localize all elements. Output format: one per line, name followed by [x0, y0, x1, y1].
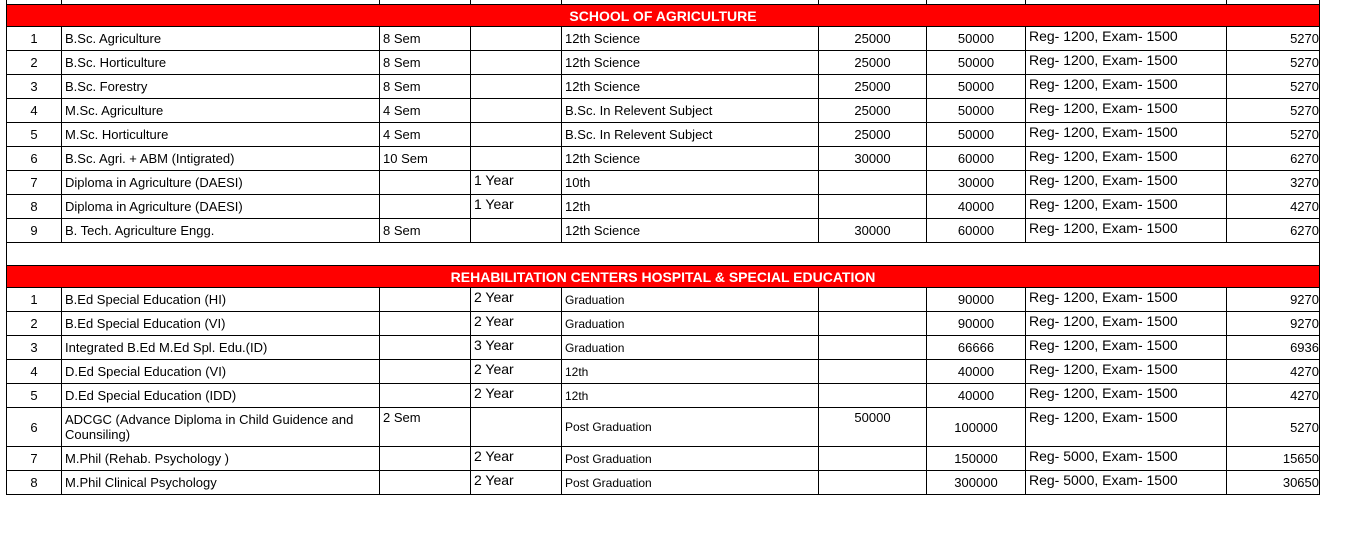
- course-name-cell: D.Ed Special Education (IDD): [62, 384, 380, 408]
- section-title: REHABILITATION CENTERS HOSPITAL & SPECIAL EDUCATION: [7, 266, 1320, 288]
- table-row: [7, 195, 1320, 219]
- course-name-cell: B.Ed Special Education (HI): [62, 288, 380, 312]
- eligibility-cell: B.Sc. In Relevent Subject: [562, 99, 819, 123]
- serial-number-cell: 2: [7, 312, 62, 336]
- serial-number-cell: 3: [7, 75, 62, 99]
- eligibility-cell: Post Graduation: [562, 447, 819, 471]
- eligibility-cell: 12th: [562, 195, 819, 219]
- registration-exam-fee-cell: Reg- 1200, Exam- 1500: [1026, 384, 1227, 408]
- fee-per-year-cell: 25000: [819, 27, 927, 51]
- table-row: [7, 312, 1320, 336]
- registration-exam-fee-cell: Reg- 1200, Exam- 1500: [1026, 408, 1227, 447]
- registration-exam-fee-cell: Reg- 1200, Exam- 1500: [1026, 195, 1227, 219]
- fee-per-year-cell: [819, 471, 927, 495]
- semester-cell: 4 Sem: [380, 99, 471, 123]
- serial-number-cell: 5: [7, 123, 62, 147]
- table-row: [7, 219, 1320, 243]
- fee-per-year-cell: [819, 360, 927, 384]
- registration-exam-fee-cell: Reg- 1200, Exam- 1500: [1026, 147, 1227, 171]
- eligibility-cell: Graduation: [562, 312, 819, 336]
- eligibility-cell: Post Graduation: [562, 471, 819, 495]
- course-name-cell: ADCGC (Advance Diploma in Child Guidence and Counsiling): [62, 408, 380, 447]
- serial-number-cell: 4: [7, 99, 62, 123]
- grand-total-cell: 5270: [1227, 123, 1320, 147]
- registration-exam-fee-cell: Reg- 1200, Exam- 1500: [1026, 123, 1227, 147]
- fee-per-year-cell: 25000: [819, 75, 927, 99]
- duration-cell: [471, 408, 562, 447]
- table-row: [7, 171, 1320, 195]
- grand-total-cell: 4270: [1227, 195, 1320, 219]
- eligibility-cell: B.Sc. In Relevent Subject: [562, 123, 819, 147]
- fee-per-year-cell: [819, 195, 927, 219]
- semester-cell: [380, 360, 471, 384]
- course-name-cell: Diploma in Agriculture (DAESI): [62, 195, 380, 219]
- fee-per-year-cell: 25000: [819, 123, 927, 147]
- grand-total-cell: 4270: [1227, 384, 1320, 408]
- section-header-row: [7, 266, 1320, 288]
- course-name-cell: Integrated B.Ed M.Ed Spl. Edu.(ID): [62, 336, 380, 360]
- duration-cell: [471, 99, 562, 123]
- semester-cell: 2 Sem: [380, 408, 471, 447]
- grand-total-cell: 9270: [1227, 312, 1320, 336]
- duration-cell: [471, 27, 562, 51]
- total-fee-cell: 50000: [927, 99, 1026, 123]
- serial-number-cell: 8: [7, 195, 62, 219]
- semester-cell: [380, 447, 471, 471]
- registration-exam-fee-cell: Reg- 5000, Exam- 1500: [1026, 471, 1227, 495]
- registration-exam-fee-cell: Reg- 1200, Exam- 1500: [1026, 336, 1227, 360]
- duration-cell: 2 Year: [471, 471, 562, 495]
- total-fee-cell: 60000: [927, 147, 1026, 171]
- grand-total-cell: 15650: [1227, 447, 1320, 471]
- eligibility-cell: Graduation: [562, 288, 819, 312]
- semester-cell: 4 Sem: [380, 123, 471, 147]
- eligibility-cell: 12th Science: [562, 219, 819, 243]
- serial-number-cell: 3: [7, 336, 62, 360]
- duration-cell: 2 Year: [471, 384, 562, 408]
- registration-exam-fee-cell: Reg- 1200, Exam- 1500: [1026, 99, 1227, 123]
- table-row: [7, 384, 1320, 408]
- fee-per-year-cell: [819, 447, 927, 471]
- serial-number-cell: 8: [7, 471, 62, 495]
- semester-cell: [380, 312, 471, 336]
- grand-total-cell: 5270: [1227, 408, 1320, 447]
- total-fee-cell: 90000: [927, 312, 1026, 336]
- fee-per-year-cell: [819, 288, 927, 312]
- eligibility-cell: 12th Science: [562, 75, 819, 99]
- grand-total-cell: 5270: [1227, 99, 1320, 123]
- section-header-row: [7, 5, 1320, 27]
- course-name-cell: D.Ed Special Education (VI): [62, 360, 380, 384]
- table-row: [7, 471, 1320, 495]
- fee-per-year-cell: [819, 171, 927, 195]
- duration-cell: 1 Year: [471, 171, 562, 195]
- fee-per-year-cell: 30000: [819, 219, 927, 243]
- grand-total-cell: 5270: [1227, 51, 1320, 75]
- grand-total-cell: 3270: [1227, 171, 1320, 195]
- table-row: [7, 75, 1320, 99]
- registration-exam-fee-cell: Reg- 1200, Exam- 1500: [1026, 171, 1227, 195]
- eligibility-cell: Graduation: [562, 336, 819, 360]
- registration-exam-fee-cell: Reg- 1200, Exam- 1500: [1026, 27, 1227, 51]
- registration-exam-fee-cell: Reg- 1200, Exam- 1500: [1026, 75, 1227, 99]
- fee-sheet: [6, 0, 1319, 495]
- serial-number-cell: 7: [7, 171, 62, 195]
- semester-cell: [380, 171, 471, 195]
- fee-per-year-cell: [819, 312, 927, 336]
- serial-number-cell: 9: [7, 219, 62, 243]
- total-fee-cell: 40000: [927, 195, 1026, 219]
- course-name-cell: M.Sc. Agriculture: [62, 99, 380, 123]
- grand-total-cell: 4270: [1227, 360, 1320, 384]
- duration-cell: 2 Year: [471, 312, 562, 336]
- total-fee-cell: 40000: [927, 360, 1026, 384]
- semester-cell: 10 Sem: [380, 147, 471, 171]
- duration-cell: 2 Year: [471, 288, 562, 312]
- total-fee-cell: 50000: [927, 123, 1026, 147]
- registration-exam-fee-cell: Reg- 1200, Exam- 1500: [1026, 51, 1227, 75]
- course-name-cell: B. Tech. Agriculture Engg.: [62, 219, 380, 243]
- serial-number-cell: 6: [7, 147, 62, 171]
- grand-total-cell: 9270: [1227, 288, 1320, 312]
- eligibility-cell: 12th Science: [562, 51, 819, 75]
- fee-per-year-cell: 25000: [819, 51, 927, 75]
- section-gap-row: [7, 243, 1320, 266]
- eligibility-cell: 10th: [562, 171, 819, 195]
- total-fee-cell: 50000: [927, 27, 1026, 51]
- table-row: [7, 360, 1320, 384]
- grand-total-cell: 6936: [1227, 336, 1320, 360]
- table-row: [7, 447, 1320, 471]
- semester-cell: 8 Sem: [380, 75, 471, 99]
- eligibility-cell: 12th Science: [562, 27, 819, 51]
- duration-cell: [471, 75, 562, 99]
- grand-total-cell: 30650: [1227, 471, 1320, 495]
- grand-total-cell: 6270: [1227, 147, 1320, 171]
- total-fee-cell: 60000: [927, 219, 1026, 243]
- semester-cell: 8 Sem: [380, 27, 471, 51]
- serial-number-cell: 1: [7, 288, 62, 312]
- registration-exam-fee-cell: Reg- 1200, Exam- 1500: [1026, 312, 1227, 336]
- total-fee-cell: 100000: [927, 408, 1026, 447]
- serial-number-cell: 7: [7, 447, 62, 471]
- total-fee-cell: 30000: [927, 171, 1026, 195]
- fee-per-year-cell: 25000: [819, 99, 927, 123]
- fee-per-year-cell: [819, 336, 927, 360]
- table-row: [7, 27, 1320, 51]
- semester-cell: [380, 195, 471, 219]
- total-fee-cell: 300000: [927, 471, 1026, 495]
- serial-number-cell: 6: [7, 408, 62, 447]
- course-name-cell: B.Ed Special Education (VI): [62, 312, 380, 336]
- course-name-cell: B.Sc. Agri. + ABM (Intigrated): [62, 147, 380, 171]
- registration-exam-fee-cell: Reg- 1200, Exam- 1500: [1026, 288, 1227, 312]
- total-fee-cell: 40000: [927, 384, 1026, 408]
- total-fee-cell: 150000: [927, 447, 1026, 471]
- serial-number-cell: 2: [7, 51, 62, 75]
- fee-per-year-cell: [819, 384, 927, 408]
- eligibility-cell: Post Graduation: [562, 408, 819, 447]
- grand-total-cell: 6270: [1227, 219, 1320, 243]
- table-row: [7, 147, 1320, 171]
- semester-cell: 8 Sem: [380, 219, 471, 243]
- semester-cell: [380, 471, 471, 495]
- eligibility-cell: 12th Science: [562, 147, 819, 171]
- duration-cell: [471, 51, 562, 75]
- course-name-cell: M.Phil (Rehab. Psychology ): [62, 447, 380, 471]
- table-row: [7, 99, 1320, 123]
- semester-cell: [380, 384, 471, 408]
- eligibility-cell: 12th: [562, 384, 819, 408]
- total-fee-cell: 50000: [927, 51, 1026, 75]
- course-name-cell: M.Sc. Horticulture: [62, 123, 380, 147]
- course-name-cell: Diploma in Agriculture (DAESI): [62, 171, 380, 195]
- course-name-cell: M.Phil Clinical Psychology: [62, 471, 380, 495]
- serial-number-cell: 1: [7, 27, 62, 51]
- fee-per-year-cell: 50000: [819, 408, 927, 447]
- duration-cell: 2 Year: [471, 447, 562, 471]
- total-fee-cell: 50000: [927, 75, 1026, 99]
- duration-cell: 3 Year: [471, 336, 562, 360]
- table-row: [7, 288, 1320, 312]
- table-row: [7, 408, 1320, 447]
- grand-total-cell: 5270: [1227, 27, 1320, 51]
- table-row: [7, 123, 1320, 147]
- fee-table-body: [7, 0, 1320, 495]
- section-title: SCHOOL OF AGRICULTURE: [7, 5, 1320, 27]
- grand-total-cell: 5270: [1227, 75, 1320, 99]
- semester-cell: [380, 336, 471, 360]
- course-name-cell: B.Sc. Agriculture: [62, 27, 380, 51]
- duration-cell: [471, 147, 562, 171]
- course-name-cell: B.Sc. Forestry: [62, 75, 380, 99]
- total-fee-cell: 66666: [927, 336, 1026, 360]
- semester-cell: [380, 288, 471, 312]
- fee-table: [6, 0, 1320, 495]
- course-name-cell: B.Sc. Horticulture: [62, 51, 380, 75]
- eligibility-cell: 12th: [562, 360, 819, 384]
- serial-number-cell: 4: [7, 360, 62, 384]
- table-row: [7, 336, 1320, 360]
- duration-cell: 2 Year: [471, 360, 562, 384]
- semester-cell: 8 Sem: [380, 51, 471, 75]
- fee-per-year-cell: 30000: [819, 147, 927, 171]
- registration-exam-fee-cell: Reg- 1200, Exam- 1500: [1026, 219, 1227, 243]
- total-fee-cell: 90000: [927, 288, 1026, 312]
- registration-exam-fee-cell: Reg- 1200, Exam- 1500: [1026, 360, 1227, 384]
- serial-number-cell: 5: [7, 384, 62, 408]
- duration-cell: 1 Year: [471, 195, 562, 219]
- duration-cell: [471, 123, 562, 147]
- table-row: [7, 51, 1320, 75]
- registration-exam-fee-cell: Reg- 5000, Exam- 1500: [1026, 447, 1227, 471]
- duration-cell: [471, 219, 562, 243]
